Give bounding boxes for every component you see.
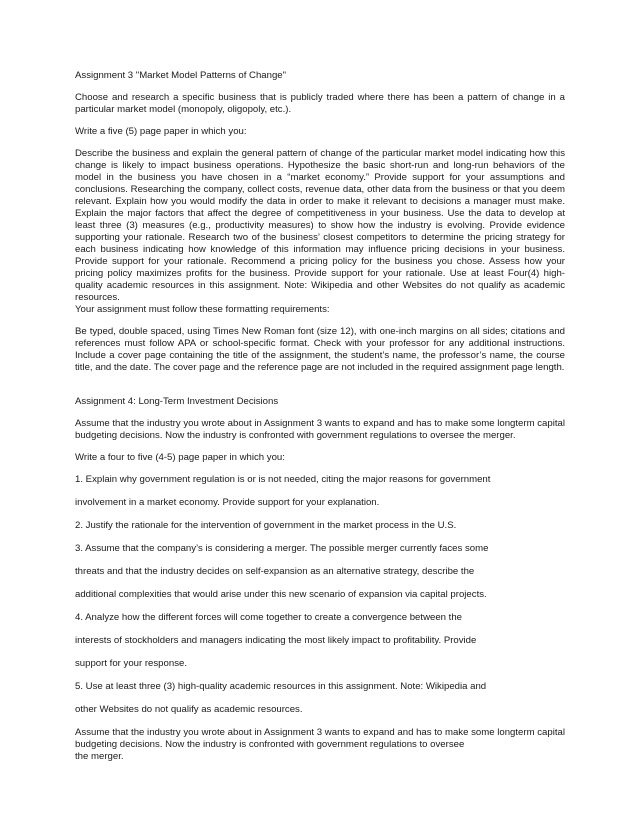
assignment3-format-details: Be typed, double spaced, using Times New Roman font (size 12), with one-inch margins on all sides; citations and references must follow APA or school-specific format. Check with your professor for any additional instructions. Include a cover page containing the title of the assignment, the student’s name, the professor’s name, the course title, and the date. The cover page and the reference page are not included in the required assignment page length. (75, 326, 565, 373)
assignment3-intro: Choose and research a specific business that is publicly traded where there has been a pattern of change in a particular market model (monopoly, oligopoly, etc.). (75, 92, 565, 115)
list-line: support for your response. (75, 658, 187, 669)
list-line: 5. Use at least three (3) high-quality academic resources in this assignment. Note: Wikipedia and (75, 681, 487, 692)
list-line: 1. Explain why government regulation is or is not needed, citing the major reasons for government (75, 474, 491, 485)
assignment4-outro-end: the merger. (75, 751, 124, 762)
assignment4-write: Write a four to five (4-5) page paper in which you: (75, 452, 285, 463)
assignment4-title: Assignment 4: Long-Term Investment Decisions (75, 396, 279, 407)
list-line: threats and that the industry decides on self-expansion as an alternative strategy, describe the (75, 566, 475, 577)
assignment4-intro: Assume that the industry you wrote about in Assignment 3 wants to expand and has to make some longterm capital budgeting decisions. Now the industry is confronted with government regulations to oversee the merger. (75, 418, 565, 441)
assignment3-title: Assignment 3 "Market Model Patterns of Change" (75, 70, 287, 81)
assignment3-body: Describe the business and explain the general pattern of change of the particular market model indicating how this change is likely to impact business operations. Hypothesize the basic short-run and long-run behaviors of the model in the business you have chosen in a “market economy.” Provide support for your assumptions and conclusions. Researching the company, collect costs, revenue data, other data from the business or that you deem relevant. Explain how you would modify the data in order to make it relevant to decisions a manager must make. Explain the major factors that affect the degree of competitiveness in your business. Use the data to develop at least three (3) measures (e.g., productivity measures) to show how the industry is evolving. Provide evidence supporting your rationale. Research two of the business’ closest competitors to determine the pricing strategy for each business indicating how knowledge of this information may influence pricing decisions in your business. Provide support for your rationale. Recommend a pricing policy for the business you chose. Assess how your pricing policy maximizes profits for the business. Provide support for your rationale. Use at least Four(4) high-quality academic resources in this assignment. Note: Wikipedia and other Websites do not qualify as academic resources. (75, 148, 565, 303)
list-line: additional complexities that would arise under this new scenario of expansion via capital projects. (75, 589, 487, 600)
list-line: 4. Analyze how the different forces will come together to create a convergence between the (75, 612, 463, 623)
document-page (75, 70, 565, 773)
section-gap (75, 384, 565, 396)
list-line: 3. Assume that the company’s is considering a merger. The possible merger currently faces some (75, 543, 489, 554)
assignment3-write: Write a five (5) page paper in which you: (75, 126, 247, 137)
list-line: 2. Justify the rationale for the intervention of government in the market process in the U.S. (75, 520, 457, 531)
assignment3-formatting: Your assignment must follow these formatting requirements: (75, 304, 330, 315)
list-line: other Websites do not qualify as academic resources. (75, 704, 303, 715)
list-line: involvement in a market economy. Provide support for your explanation. (75, 497, 380, 508)
assignment4-outro: Assume that the industry you wrote about in Assignment 3 wants to expand and has to make some longterm capital budgeting decisions. Now the industry is confronted with government regulations to oversee (75, 727, 565, 750)
list-line: interests of stockholders and managers indicating the most likely impact to profitability. Provide (75, 635, 477, 646)
